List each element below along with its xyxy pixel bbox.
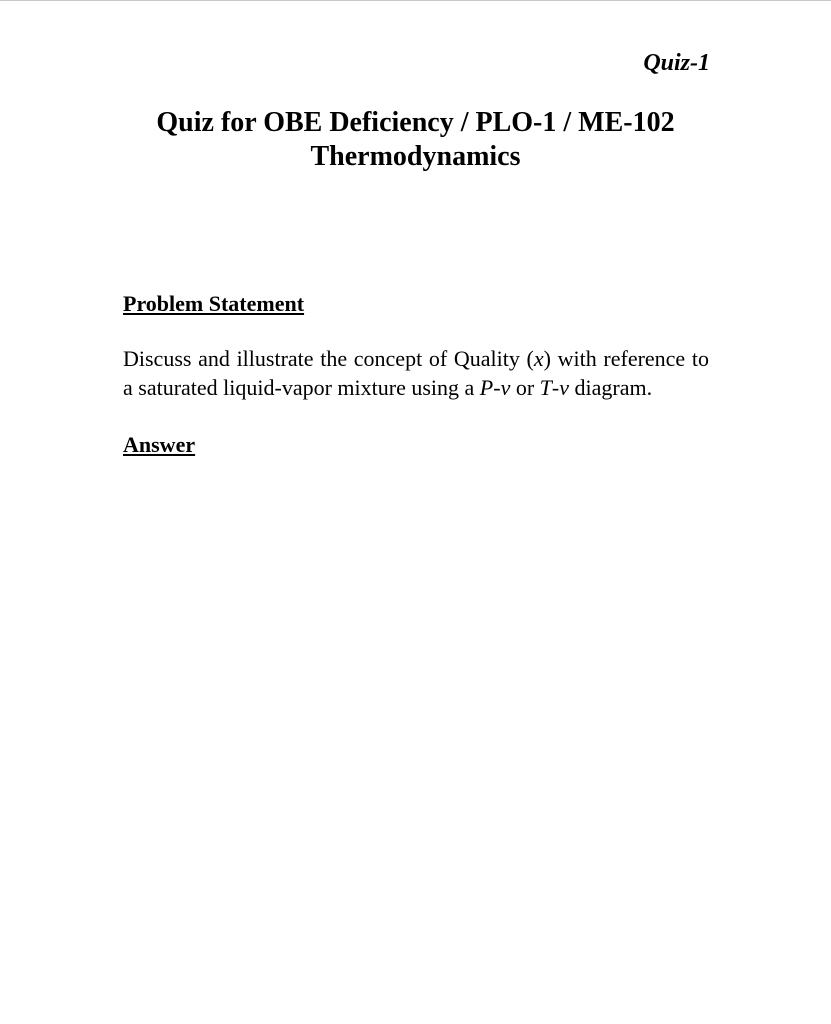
- pressure-variable: P: [479, 375, 494, 400]
- problem-statement-text: [123, 344, 709, 402]
- quiz-number-label: Quiz-1: [643, 50, 710, 76]
- document-title: [0, 106, 831, 174]
- statement-dash: -: [493, 375, 501, 400]
- title-line-subject: Thermodynamics: [310, 141, 521, 172]
- statement-text-part: or: [510, 375, 540, 400]
- temperature-variable: T: [539, 375, 552, 400]
- title-line-course: Quiz for OBE Deficiency / PLO-1 / ME-102: [156, 107, 675, 138]
- page-top-border: [0, 0, 831, 1]
- volume-variable: v: [500, 375, 511, 400]
- statement-dash: -: [551, 375, 560, 400]
- quality-variable: x: [533, 346, 544, 371]
- statement-text-part: ) with reference to a saturated liquid-vapor mixture using a: [123, 346, 709, 400]
- volume-variable: v: [559, 375, 570, 400]
- document-body: [123, 290, 709, 459]
- answer-heading: Answer: [123, 432, 196, 457]
- problem-statement-heading: Problem Statement: [123, 291, 305, 316]
- statement-text-part: diagram.: [569, 375, 653, 400]
- statement-text-part: Discuss and illustrate the concept of Quality (: [123, 346, 534, 371]
